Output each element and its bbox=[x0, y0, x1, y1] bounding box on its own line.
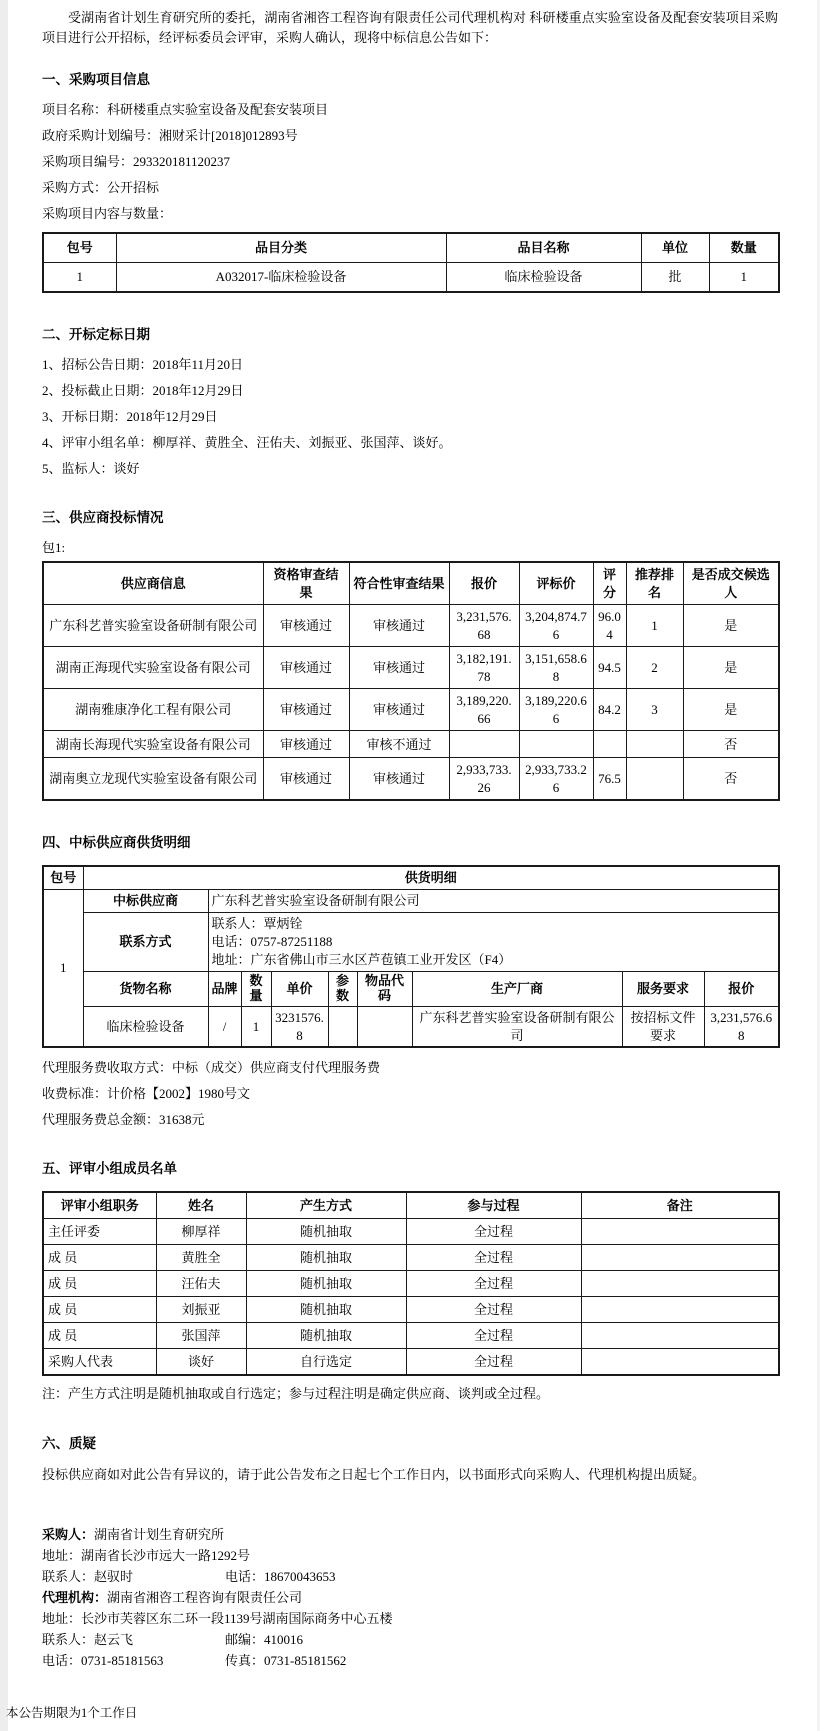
purchaser-contact-line bbox=[42, 1566, 778, 1587]
table-cell: 成 员 bbox=[43, 1245, 156, 1271]
table-cell: 全过程 bbox=[406, 1219, 581, 1245]
table-cell: 全过程 bbox=[406, 1245, 581, 1271]
table-cell: 广东科艺普实验室设备研制有限公司 bbox=[43, 605, 263, 647]
section-heading-winner-detail: 四、中标供应商供货明细 bbox=[42, 835, 191, 851]
table-cell: 品目分类 bbox=[116, 233, 446, 263]
contact-block bbox=[42, 1524, 778, 1671]
section-heading-supplier-bids: 三、供应商投标情况 bbox=[42, 510, 164, 525]
table-cell: / bbox=[208, 1007, 241, 1048]
table-cell: 服务要求 bbox=[622, 972, 704, 1007]
intro-paragraph: 受湖南省计划生育研究所的委托，湖南省湘咨工程咨询有限责任公司代理机构对 科研楼重点实验室设备及配套安装项目采购项目进行公开招标，经评标委员会评审，采购人确认，现将中标信息公告如下： bbox=[42, 10, 778, 45]
table-row bbox=[43, 263, 779, 293]
contact-phone: 电话：0757-87251188 bbox=[211, 933, 333, 949]
list-item: 1、招标公告日期：2018年11月20日 bbox=[42, 357, 244, 372]
table-cell: 湖南奥立龙现代实验室设备有限公司 bbox=[43, 758, 263, 801]
committee-note: 注：产生方式注明是随机抽取或自行选定；参与过程注明是确定供应商、谈判或全过程。 bbox=[42, 1386, 550, 1402]
section-heading-objection: 六、质疑 bbox=[42, 1436, 96, 1452]
table-cell: 品牌 bbox=[208, 972, 241, 1007]
table-cell: 全过程 bbox=[406, 1323, 581, 1349]
table-cell: 否 bbox=[683, 758, 779, 801]
table-cell: 3231576.8 bbox=[271, 1007, 328, 1048]
table-cell: 2 bbox=[626, 647, 683, 689]
contact-info-cell bbox=[208, 912, 779, 972]
table-cell bbox=[626, 758, 683, 801]
table-cell: 湖南正海现代实验室设备有限公司 bbox=[43, 647, 263, 689]
table-row bbox=[43, 1271, 779, 1297]
table-cell: 湖南雅康净化工程有限公司 bbox=[43, 689, 263, 731]
table-cell: 张国萍 bbox=[156, 1323, 246, 1349]
fee-standard-line: 收费标准：计价格【2002】1980号文 bbox=[42, 1086, 251, 1102]
table-cell: 是 bbox=[683, 647, 779, 689]
table-cell: 临床检验设备 bbox=[446, 263, 641, 293]
table-cell: 供应商信息 bbox=[43, 562, 263, 605]
table-cell: 审核不通过 bbox=[349, 731, 449, 758]
table-cell bbox=[626, 731, 683, 758]
package-table bbox=[42, 232, 780, 293]
table-cell: 谈好 bbox=[156, 1349, 246, 1376]
table-cell: 资格审查结果 bbox=[263, 562, 349, 605]
purchaser-person: 联系人：赵驭时 bbox=[42, 1569, 134, 1585]
table-cell: 供货明细 bbox=[83, 866, 779, 889]
table-row bbox=[43, 1323, 779, 1349]
package-number-cell: 1 bbox=[43, 890, 83, 1048]
table-cell: 汪佑夫 bbox=[156, 1271, 246, 1297]
table-cell: 物品代码 bbox=[357, 972, 412, 1007]
table-cell: 审核通过 bbox=[349, 758, 449, 801]
table-cell: 2,933,733.26 bbox=[449, 758, 519, 801]
supplier-bid-table bbox=[42, 561, 780, 801]
table-cell: 成 员 bbox=[43, 1297, 156, 1323]
goods-data-row bbox=[43, 1007, 779, 1048]
table-cell: 94.5 bbox=[593, 647, 626, 689]
table-cell: 审核通过 bbox=[263, 758, 349, 801]
agency-contact-line bbox=[42, 1629, 778, 1650]
table-cell: 审核通过 bbox=[263, 689, 349, 731]
section-heading-dates: 二、开标定标日期 bbox=[42, 327, 150, 342]
table-cell: 审核通过 bbox=[349, 605, 449, 647]
table-cell: 临床检验设备 bbox=[83, 1007, 208, 1048]
agency-phone: 电话：0731-85181563 bbox=[42, 1653, 164, 1669]
method-line: 采购方式：公开招标 bbox=[42, 180, 160, 195]
fee-method-line: 代理服务费收取方式：中标（成交）供应商支付代理服务费 bbox=[42, 1060, 381, 1076]
supply-detail-table bbox=[42, 865, 780, 1048]
table-cell: 中标供应商 bbox=[83, 890, 208, 913]
agency-line bbox=[42, 1587, 778, 1608]
table-row bbox=[43, 890, 779, 913]
purchaser-phone: 电话：18670043653 bbox=[225, 1569, 336, 1585]
table-cell: 品目名称 bbox=[446, 233, 641, 263]
objection-paragraph: 投标供应商如对此公告有异议的，请于此公告发布之日起七个工作日内，以书面形式向采购人、代理机构提出质疑。 bbox=[42, 1467, 706, 1483]
table-cell: 76.5 bbox=[593, 758, 626, 801]
table-cell: 1 bbox=[241, 1007, 271, 1048]
table-cell: 包号 bbox=[43, 866, 83, 889]
table-cell bbox=[449, 731, 519, 758]
table-cell bbox=[581, 1297, 779, 1323]
table-cell: 审核通过 bbox=[263, 605, 349, 647]
table-row bbox=[43, 912, 779, 972]
table-cell bbox=[581, 1271, 779, 1297]
table-cell: 广东科艺普实验室设备研制有限公司 bbox=[412, 1007, 622, 1048]
section-heading-committee: 五、评审小组成员名单 bbox=[42, 1161, 177, 1177]
table-cell: 1 bbox=[626, 605, 683, 647]
table-row bbox=[43, 758, 779, 801]
table-cell: 3,182,191.78 bbox=[449, 647, 519, 689]
list-item: 2、投标截止日期：2018年12月29日 bbox=[42, 383, 244, 398]
table-header-row bbox=[43, 233, 779, 263]
list-item: 4、评审小组名单：柳厚祥、黄胜全、汪佑夫、刘振亚、张国萍、谈好。 bbox=[42, 435, 452, 450]
table-cell: 随机抽取 bbox=[246, 1297, 406, 1323]
table-cell: 3,151,658.68 bbox=[519, 647, 593, 689]
contact-address: 地址：广东省佛山市三水区芦苞镇工业开发区（F4） bbox=[211, 951, 512, 967]
table-cell bbox=[519, 731, 593, 758]
table-cell: 1 bbox=[709, 263, 779, 293]
table-cell: 报价 bbox=[449, 562, 519, 605]
table-cell: 数量 bbox=[709, 233, 779, 263]
table-row bbox=[43, 1297, 779, 1323]
table-cell: 单价 bbox=[271, 972, 328, 1007]
table-cell: 随机抽取 bbox=[246, 1219, 406, 1245]
agency-name: 湖南省湘咨工程咨询有限责任公司 bbox=[107, 1590, 303, 1606]
table-cell: 柳厚祥 bbox=[156, 1219, 246, 1245]
plan-number-line: 政府采购计划编号：湘财采计[2018]012893号 bbox=[42, 128, 298, 143]
table-cell: 84.2 bbox=[593, 689, 626, 731]
table-cell: 货物名称 bbox=[83, 972, 208, 1007]
table-cell: 评审小组职务 bbox=[43, 1192, 156, 1219]
table-row bbox=[43, 1349, 779, 1376]
purchaser-line bbox=[42, 1524, 778, 1545]
table-cell: 3,189,220.66 bbox=[519, 689, 593, 731]
table-row bbox=[43, 605, 779, 647]
table-cell: 评分 bbox=[593, 562, 626, 605]
table-cell: 审核通过 bbox=[263, 731, 349, 758]
table-cell: 自行选定 bbox=[246, 1349, 406, 1376]
table-cell: 3 bbox=[626, 689, 683, 731]
table-cell: 参数 bbox=[328, 972, 357, 1007]
table-cell bbox=[581, 1323, 779, 1349]
agency-label: 代理机构： bbox=[42, 1590, 108, 1606]
table-cell bbox=[593, 731, 626, 758]
table-cell: 是 bbox=[683, 689, 779, 731]
committee-table bbox=[42, 1191, 780, 1376]
section-heading-procurement-info: 一、采购项目信息 bbox=[42, 72, 150, 87]
table-cell: 是否成交候选人 bbox=[683, 562, 779, 605]
table-cell: 生产厂商 bbox=[412, 972, 622, 1007]
table-cell: 黄胜全 bbox=[156, 1245, 246, 1271]
table-cell: 随机抽取 bbox=[246, 1323, 406, 1349]
table-cell: 评标价 bbox=[519, 562, 593, 605]
table-cell: 审核通过 bbox=[349, 647, 449, 689]
table-cell bbox=[581, 1349, 779, 1376]
table-cell: 批 bbox=[641, 263, 709, 293]
agency-fee-info bbox=[42, 1060, 778, 1127]
goods-header-row bbox=[43, 972, 779, 1007]
fee-total-line: 代理服务费总金额：31638元 bbox=[42, 1112, 205, 1128]
table-cell: 湖南长海现代实验室设备有限公司 bbox=[43, 731, 263, 758]
announcement-period-footer: 本公告期限为1个工作日 bbox=[6, 1706, 138, 1721]
table-cell: 成 员 bbox=[43, 1271, 156, 1297]
project-name-line: 项目名称：科研楼重点实验室设备及配套安装项目 bbox=[42, 102, 329, 117]
table-cell bbox=[357, 1007, 412, 1048]
table-cell: 单位 bbox=[641, 233, 709, 263]
table-cell: 否 bbox=[683, 731, 779, 758]
table-row bbox=[43, 647, 779, 689]
agency-person: 联系人：赵云飞 bbox=[42, 1632, 134, 1648]
table-cell: 联系方式 bbox=[83, 912, 208, 972]
agency-fax: 传真：0731-85181562 bbox=[225, 1653, 347, 1669]
table-cell: 数量 bbox=[241, 972, 271, 1007]
table-cell: 审核通过 bbox=[263, 647, 349, 689]
table-cell bbox=[581, 1219, 779, 1245]
table-cell: 审核通过 bbox=[349, 689, 449, 731]
agency-address-line: 地址：长沙市芙蓉区东二环一段1139号湖南国际商务中心五楼 bbox=[42, 1611, 393, 1627]
content-quantity-line: 采购项目内容与数量： bbox=[42, 206, 173, 221]
table-cell: 96.04 bbox=[593, 605, 626, 647]
table-row bbox=[43, 1245, 779, 1271]
table-cell: 3,231,576.68 bbox=[704, 1007, 779, 1048]
table-cell: 报价 bbox=[704, 972, 779, 1007]
table-cell: 备注 bbox=[581, 1192, 779, 1219]
table-cell: 成 员 bbox=[43, 1323, 156, 1349]
package-label: 包1: bbox=[42, 540, 66, 555]
table-cell: 采购人代表 bbox=[43, 1349, 156, 1376]
list-item: 3、开标日期：2018年12月29日 bbox=[42, 409, 218, 424]
table-header-row bbox=[43, 562, 779, 605]
table-cell: 3,189,220.66 bbox=[449, 689, 519, 731]
table-cell: 是 bbox=[683, 605, 779, 647]
purchaser-label: 采购人： bbox=[42, 1527, 95, 1543]
table-row bbox=[43, 689, 779, 731]
table-cell: 3,204,874.76 bbox=[519, 605, 593, 647]
table-cell: 全过程 bbox=[406, 1297, 581, 1323]
table-cell: 参与过程 bbox=[406, 1192, 581, 1219]
table-cell: 推荐排名 bbox=[626, 562, 683, 605]
agency-phone-line bbox=[42, 1650, 778, 1671]
winner-name-cell: 广东科艺普实验室设备研制有限公司 bbox=[208, 890, 779, 913]
table-header-row bbox=[43, 1192, 779, 1219]
contact-person: 联系人：覃炳铨 bbox=[211, 915, 303, 931]
table-cell: 全过程 bbox=[406, 1349, 581, 1376]
table-cell: 姓名 bbox=[156, 1192, 246, 1219]
table-cell: A032017-临床检验设备 bbox=[116, 263, 446, 293]
table-row bbox=[43, 731, 779, 758]
list-item: 5、监标人：谈好 bbox=[42, 461, 140, 476]
purchaser-address-line: 地址：湖南省长沙市远大一路1292号 bbox=[42, 1548, 251, 1564]
table-cell: 主任评委 bbox=[43, 1219, 156, 1245]
purchaser-name: 湖南省计划生育研究所 bbox=[94, 1527, 225, 1543]
table-cell: 全过程 bbox=[406, 1271, 581, 1297]
table-cell: 按招标文件要求 bbox=[622, 1007, 704, 1048]
table-row bbox=[43, 1219, 779, 1245]
dates-list bbox=[42, 357, 778, 476]
table-cell: 3,231,576.68 bbox=[449, 605, 519, 647]
table-header-row bbox=[43, 866, 779, 889]
table-cell: 2,933,733.26 bbox=[519, 758, 593, 801]
project-number-line: 采购项目编号：293320181120237 bbox=[42, 154, 231, 169]
agency-postcode: 邮编：410016 bbox=[225, 1632, 304, 1648]
table-cell: 1 bbox=[43, 263, 116, 293]
table-cell bbox=[581, 1245, 779, 1271]
table-cell: 产生方式 bbox=[246, 1192, 406, 1219]
table-cell: 随机抽取 bbox=[246, 1245, 406, 1271]
table-cell: 随机抽取 bbox=[246, 1271, 406, 1297]
table-cell bbox=[328, 1007, 357, 1048]
table-cell: 刘振亚 bbox=[156, 1297, 246, 1323]
table-cell: 包号 bbox=[43, 233, 116, 263]
table-cell: 符合性审查结果 bbox=[349, 562, 449, 605]
